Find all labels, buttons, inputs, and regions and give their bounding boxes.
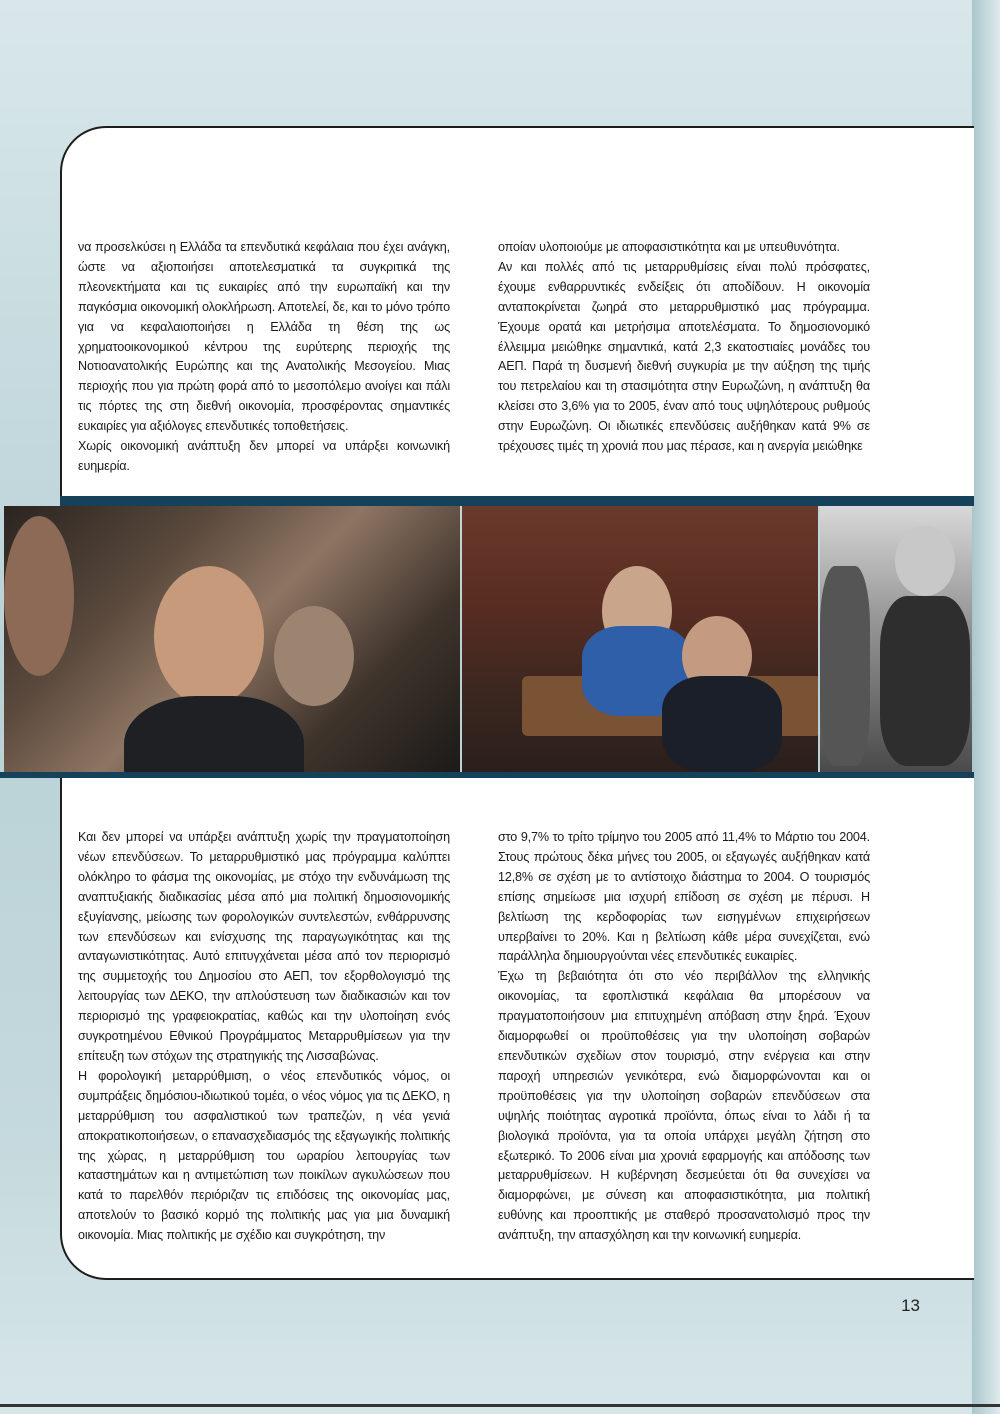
photo-figure xyxy=(895,526,955,596)
divider-band xyxy=(60,496,974,506)
photo-conference-speaker xyxy=(4,506,460,772)
paragraph: να προσελκύσει η Ελλάδα τα επενδυτικά κεφάλαια που έχει ανάγκη, ώστε να αξιοποιήσει αποτελεσματικά τα συγκριτικά της πλεονεκτήματα και τις ευκαιρίες από την ευρωπαϊκή και την παγκόσμια οικονομική ολοκλήρωση. Αποτελεί, δε, και το μόνο τρόπο για να κεφαλαιοποιήσει η Ελλάδα τη θέση της ως χρηματοοικονομικού κέντρου της ευρύτερης περιοχής της Νοτιοανατολικής Ευρώπης και της Ανατολικής Μεσογείου. Μιας περιοχής που για πρώτη φορά από το μεσοπόλεμο ανοίγει και πάλι τις πόρτες της στη διεθνή οικονομία, προσφέροντας σημαντικές ευκαιρίες για αξιόλογες επενδυτικές τοποθετήσεις. xyxy=(78,240,450,434)
page-edge xyxy=(972,0,1000,1414)
paragraph: Χωρίς οικονομική ανάπτυξη δεν μπορεί να υπάρξει κοινωνική ευημερία. xyxy=(78,439,450,473)
paragraph: οποίαν υλοποιούμε με αποφασιστικότητα και με υπευθυνότητα. xyxy=(498,240,840,254)
column-bottom-left xyxy=(78,828,450,1246)
paragraph: Αν και πολλές από τις μεταρρυθμίσεις είναι πολύ πρόσφατες, έχουμε ενθαρρυντικές ενδείξεις ότι αποδίδουν. Η οικονομία ανταποκρίνεται ζωηρά στο μεταρρυθμιστικό μας πρόγραμμα. Έχουμε ορατά και μετρήσιμα αποτελέσματα. Το δημοσιονομικό έλλειμμα μειώθηκε σημαντικά, κατά 2,3 εκατοστιαίες μονάδες του ΑΕΠ. Παρά τη δυσμενή διεθνή συγκυρία με την αύξηση της τιμής του πετρελαίου και τη στασιμότητα στην Ευρωζώνη, η ανάπτυξη θα κλείσει στο 3,6% για το 2005, έναν από τους υψηλότερους ρυθμούς στην Ευρωζώνη. Οι ιδιωτικές επενδύσεις αυξήθηκαν κατά 9% σε τρέχουσες τιμές τη χρονιά που μας πέρασε, και η ανεργία μειώθηκε xyxy=(498,259,870,454)
photo-figure xyxy=(154,566,264,706)
paragraph: στο 9,7% το τρίτο τρίμηνο του 2005 από 11,4% το Μάρτιο του 2004. Στους πρώτους δέκα μήνες του 2005, οι εξαγωγές αυξήθηκαν κατά 12,8% σε σχέση με το αντίστοιχο διάστημα το 2004. Ο τουρισμός επίσης σημείωσε μια ισχυρή επίδοση σε σχέση με πέρυσι. Η βελτίωση της κερδοφορίας των εισηγμένων επιχειρήσεων υπερβαίνει το 20%. Και η βελτίωση κάθε μέρα συνεχίζεται, ενώ παράλληλα δημιουργούνται νέες επενδυτικές ευκαιρίες. xyxy=(498,830,870,964)
paragraph: Και δεν μπορεί να υπάρξει ανάπτυξη χωρίς την πραγματοποίηση νέων επενδύσεων. Το μεταρρυθμιστικό μας πρόγραμμα καλύπτει ολόκληρο το φάσμα της οικονομίας, με στόχο την ενδυνάμωση της αναπτυξιακής διαδικασίας μέσα από μια πολιτική δημοσιονομικής εξυγίανσης, μείωσης των φορολογικών συντελεστών, ενθάρρυνσης των επενδύσεων και ενίσχυσης της παραγωγικότητας και της ανταγωνιστικότητας. Αυτό επιτυγχάνεται μέσα από τον περιορισμό της συμμετοχής του Δημοσίου στο ΑΕΠ, τον εξορθολογισμό της λειτουργίας των ΔΕΚΟ, την απλούστευση των διαδικασιών και τον περιορισμό της γραφειοκρατίας, καθώς και την υλοποίηση ενός συγκροτημένου Εθνικού Προγράμματος Μεταρρυθμίσεων για την επίτευξη των στόχων της στρατηγικής της Λισσαβώνας. xyxy=(78,830,450,1063)
paragraph: Η φορολογική μεταρρύθμιση, ο νέος επενδυτικός νόμος, οι συμπράξεις δημόσιου-ιδιωτικού τομέα, ο νέος νόμος για τις ΔΕΚΟ, η μεταρρύθμιση του ασφαλιστικού των τραπεζών, η νέα γενιά αποκρατικοποιήσεων, ο επανασχεδιασμός της εξαγωγικής πολιτικής της χώρας, η μεταρρύθμιση του ωραρίου λειτουργίας των καταστημάτων και η αντιμετώπιση των ποικίλων αγκυλώσεων που κατά το παρελθόν περιόριζαν τις επιδόσεις της οικονομίας μας, αποτελούν το βασικό κορμό της πολιτικής μας για μια δυναμική οικονομία. Μιας πολιτικής με σχέδιο και συγκρότηση, την xyxy=(78,1068,450,1243)
photo-figure xyxy=(662,676,782,772)
column-bottom-right xyxy=(498,828,870,1246)
photo-crowd xyxy=(820,506,972,772)
column-top-right xyxy=(498,238,870,457)
photo-parliament xyxy=(462,506,818,772)
paragraph: Έχω τη βεβαιότητα ότι στο νέο περιβάλλον της ελληνικής οικονομίας, τα εφοπλιστικά κεφάλαια θα μπορέσουν να πραγματοποιήσουν μια επιτυχημένη απόβαση στην ξηρά. Έχουν διαμορφωθεί οι προϋποθέσεις για την υλοποίηση σοβαρών επενδυτικών σχεδίων στον τουρισμό, στην ενέργεια και στην παροχή υπηρεσιών γενικότερα, ενώ διαμορφώνονται και οι προϋποθέσεις για την υλοποίηση σοβαρών επενδύσεων στα υψηλής ποιότητας αγροτικά προϊόντα, όπως είναι το λάδι ή τα βιολογικά προϊόντα, για τα οποία υπάρχει μεγάλη ζήτηση στο εξωτερικό. Το 2006 είναι μια χρονιά εφαρμογής και απόδοσης των μεταρρυθμίσεων. Η κυβέρνηση δεσμεύεται ότι θα συνεχίσει να διαμορφώνει, με σύνεση και αποφασιστικότητα, μια πολιτική ευθύνης και προοπτικής με σταθερό προσανατολισμό προς την ανάπτυξη, την απασχόληση και την κοινωνική ευημερία. xyxy=(498,969,870,1243)
photo-figure xyxy=(4,516,74,676)
page-bottom-rule xyxy=(0,1404,1000,1407)
photo-figure xyxy=(124,696,304,772)
column-top-left xyxy=(78,238,450,477)
page-number: 13 xyxy=(901,1296,920,1315)
divider-band xyxy=(0,772,974,778)
photo-figure xyxy=(274,606,354,706)
photo-figure xyxy=(820,566,870,766)
photo-figure xyxy=(880,596,970,766)
